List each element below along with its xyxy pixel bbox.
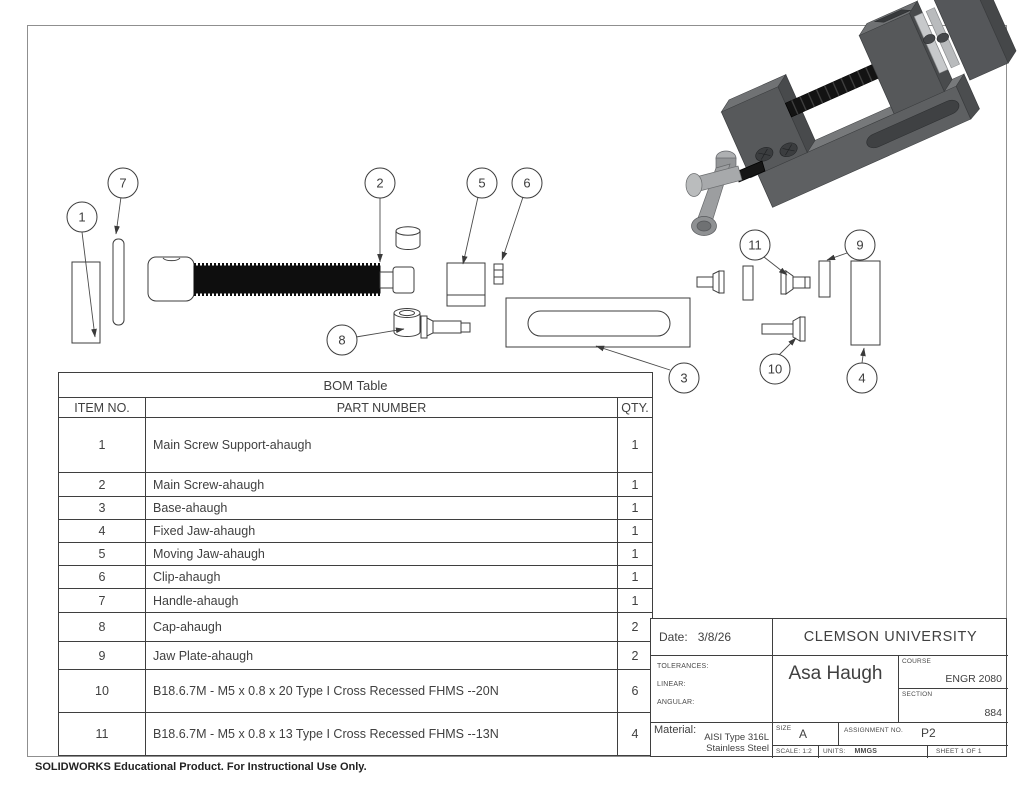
scale-cell <box>773 746 819 758</box>
part-flat-screw-11 <box>781 271 810 294</box>
part-main-screw <box>148 257 414 301</box>
size-label: SIZE <box>776 725 792 732</box>
section-value: 884 <box>984 707 1002 719</box>
balloon-11-label: 11 <box>748 237 762 253</box>
balloon-10 <box>760 354 790 384</box>
bom-col-item-no: ITEM NO. <box>59 398 146 418</box>
balloon-5 <box>467 168 497 198</box>
units-label: UNITS: <box>823 748 846 755</box>
bom-part-number: Jaw Plate-ahaugh <box>146 642 618 670</box>
course-label: COURSE <box>902 658 932 665</box>
assignment-cell <box>839 723 1008 746</box>
bom-item-no: 1 <box>59 418 146 473</box>
bom-qty: 4 <box>618 713 653 756</box>
part-screw-cap-assembly <box>421 316 470 338</box>
size-cell <box>773 723 839 746</box>
bom-part-number: B18.6.7M - M5 x 0.8 x 13 Type I Cross Recessed FHMS --13N <box>146 713 618 756</box>
bom-body <box>59 418 653 756</box>
bom-item-no: 9 <box>59 642 146 670</box>
bom-qty: 2 <box>618 642 653 670</box>
bom-part-number: Main Screw-ahaugh <box>146 473 618 497</box>
balloon-3 <box>669 363 699 393</box>
units-cell <box>819 746 928 758</box>
balloon-9-label: 9 <box>856 237 864 253</box>
bom-part-number: Main Screw Support-ahaugh <box>146 418 618 473</box>
balloon-10-label: 10 <box>767 361 783 377</box>
balloon-9 <box>845 230 875 260</box>
part-handle <box>113 239 124 325</box>
bom-col-qty: QTY. <box>618 398 653 418</box>
balloon-6 <box>512 168 542 198</box>
bom-row <box>59 589 653 613</box>
bom-item-no: 10 <box>59 670 146 713</box>
bom-row <box>59 713 653 756</box>
course-value: ENGR 2080 <box>945 673 1002 685</box>
university-name: CLEMSON UNIVERSITY <box>803 629 978 645</box>
bom-col-part-number: PART NUMBER <box>146 398 618 418</box>
bom-qty: 1 <box>618 566 653 589</box>
balloon-7 <box>108 168 138 198</box>
bom-item-no: 5 <box>59 543 146 566</box>
bom-item-no: 7 <box>59 589 146 613</box>
bom-header <box>59 373 653 418</box>
section-cell <box>899 689 1008 723</box>
bom-qty: 1 <box>618 497 653 520</box>
bom-qty: 2 <box>618 613 653 642</box>
date-label: Date: <box>659 630 688 644</box>
bom-qty: 1 <box>618 473 653 497</box>
balloon-5-label: 5 <box>478 175 486 191</box>
section-label: SECTION <box>902 691 933 698</box>
part-main-screw-support <box>72 262 100 343</box>
part-fixed-jaw <box>851 261 880 345</box>
bom-item-no: 6 <box>59 566 146 589</box>
assignment-value: P2 <box>921 726 936 740</box>
bom-item-no: 3 <box>59 497 146 520</box>
part-cap-upper <box>396 227 420 250</box>
scale-label: SCALE: 1:2 <box>776 748 812 755</box>
bom-row <box>59 566 653 589</box>
bom-qty: 6 <box>618 670 653 713</box>
bom-part-number: Moving Jaw-ahaugh <box>146 543 618 566</box>
bom-part-number: Cap-ahaugh <box>146 613 618 642</box>
university-cell <box>773 619 1008 656</box>
material-line2: Stainless Steel <box>706 743 769 754</box>
course-cell <box>899 656 1008 689</box>
bom-title: BOM Table <box>59 373 653 398</box>
material-label: Material: <box>654 724 697 736</box>
bom-qty: 1 <box>618 418 653 473</box>
bom-item-no: 2 <box>59 473 146 497</box>
sheet-of-cell <box>928 746 1008 758</box>
material-line1: AISI Type 316L <box>704 732 769 743</box>
balloon-7-label: 7 <box>119 175 127 191</box>
title-block <box>650 618 1007 757</box>
bom-row <box>59 642 653 670</box>
bom-table <box>58 372 653 756</box>
linear-label: LINEAR: <box>657 681 686 688</box>
bom-part-number: B18.6.7M - M5 x 0.8 x 20 Type I Cross Recessed FHMS --20N <box>146 670 618 713</box>
tolerances-label: TOLERANCES: <box>657 663 709 670</box>
balloon-2 <box>365 168 395 198</box>
angular-label: ANGULAR: <box>657 699 695 706</box>
balloon-1 <box>67 202 97 232</box>
units-value: MMGS <box>854 748 878 755</box>
balloon-2-label: 2 <box>376 175 384 191</box>
author-name: Asa Haugh <box>788 663 883 684</box>
assignment-label: ASSIGNMENT NO. <box>844 727 904 734</box>
bom-part-number: Fixed Jaw-ahaugh <box>146 520 618 543</box>
part-clip <box>494 264 503 284</box>
part-jaw-plate-left <box>743 266 753 300</box>
part-moving-jaw <box>447 263 485 306</box>
part-jaw-plate-right <box>819 261 830 297</box>
bom-row <box>59 520 653 543</box>
part-flat-screw-10 <box>762 317 805 341</box>
size-value: A <box>799 727 808 741</box>
isometric-view <box>686 0 1023 235</box>
solidworks-footer-note: SOLIDWORKS Educational Product. For Instructional Use Only. <box>35 761 367 773</box>
bom-part-number: Clip-ahaugh <box>146 566 618 589</box>
author-cell <box>773 656 899 723</box>
sheet-label: SHEET 1 OF 1 <box>936 748 982 755</box>
bom-qty: 1 <box>618 589 653 613</box>
bom-qty: 1 <box>618 520 653 543</box>
material-cell <box>651 723 773 758</box>
tolerances-cell <box>651 656 773 723</box>
bom-part-number: Base-ahaugh <box>146 497 618 520</box>
part-base <box>506 298 690 347</box>
balloon-1-label: 1 <box>78 209 86 225</box>
bom-qty: 1 <box>618 543 653 566</box>
balloon-4-label: 4 <box>858 370 866 386</box>
bom-row <box>59 473 653 497</box>
bom-item-no: 8 <box>59 613 146 642</box>
part-cap-lower <box>394 309 420 337</box>
bom-part-number: Handle-ahaugh <box>146 589 618 613</box>
balloon-8 <box>327 325 357 355</box>
bom-row <box>59 418 653 473</box>
balloon-6-label: 6 <box>523 175 531 191</box>
date-cell <box>651 619 773 656</box>
bom-row <box>59 670 653 713</box>
balloon-4 <box>847 363 877 393</box>
bom-row <box>59 613 653 642</box>
part-flat-screw-left <box>697 271 724 293</box>
balloon-3-label: 3 <box>680 370 688 386</box>
balloon-8-label: 8 <box>338 332 346 348</box>
bom-row <box>59 497 653 520</box>
bom-item-no: 11 <box>59 713 146 756</box>
date-value: 3/8/26 <box>697 630 732 644</box>
bom-item-no: 4 <box>59 520 146 543</box>
bom-row <box>59 543 653 566</box>
balloon-11 <box>740 230 770 260</box>
